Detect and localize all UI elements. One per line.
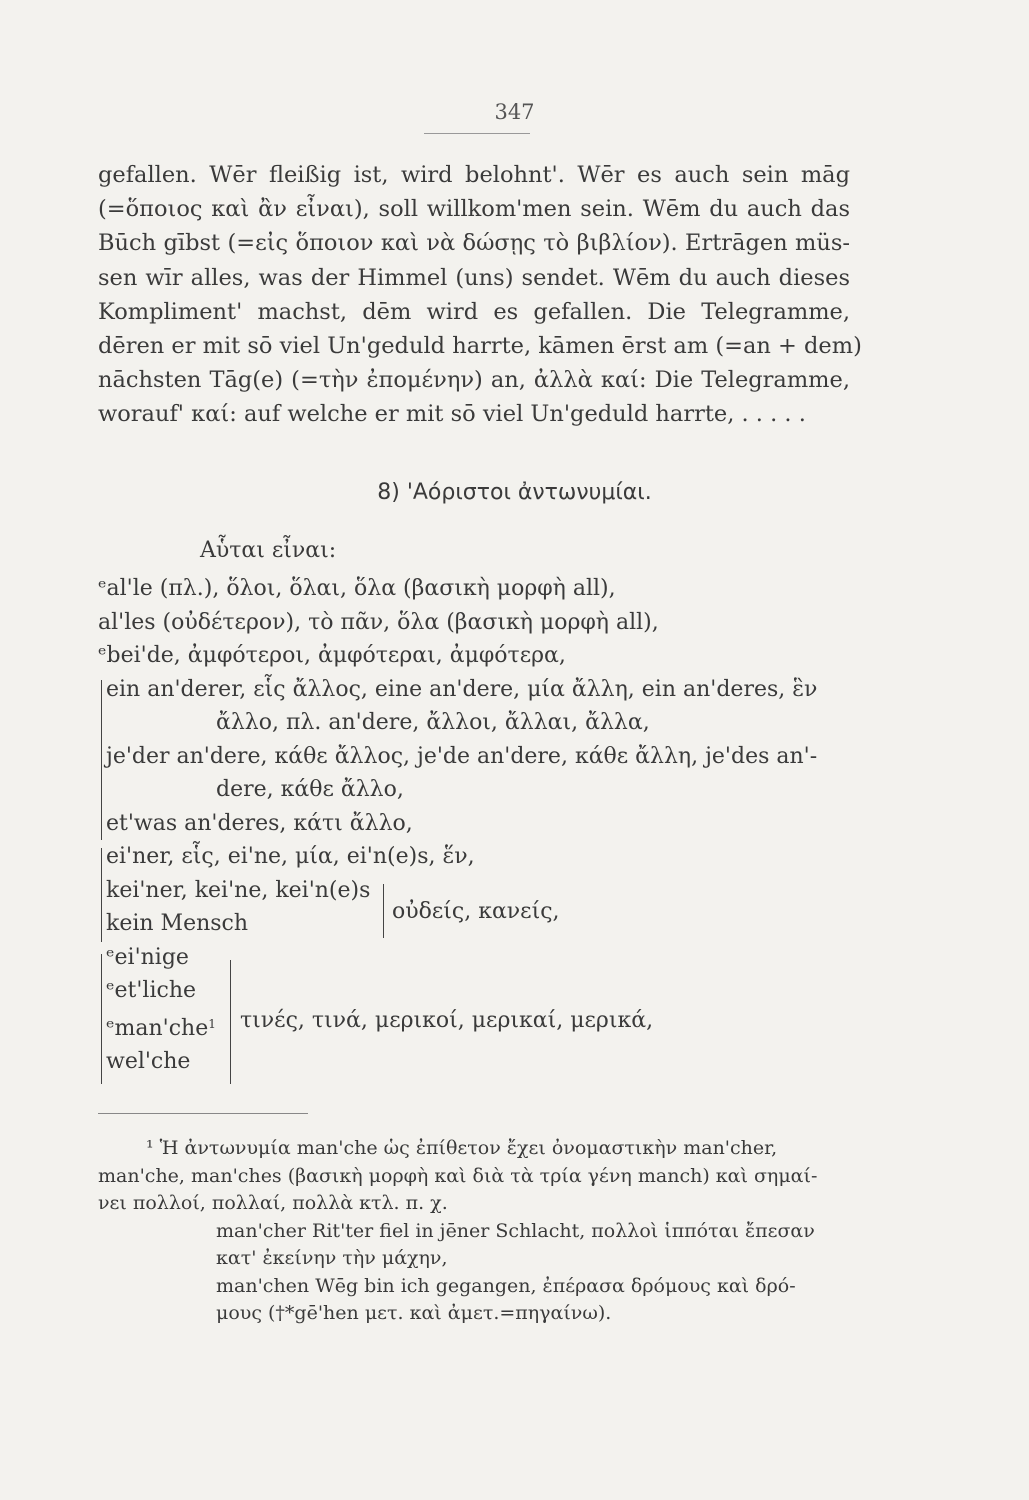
- list-line: ἄλλο, πλ. an'dere, ἄλλοι, ἄλλαι, ἄλλα,: [216, 710, 650, 735]
- keiner-right-bar: [383, 884, 384, 938]
- footnote-line: κατ' ἐκείνην τὴν μάχην,: [216, 1247, 448, 1269]
- paragraph-line: dēren er mit sō viel Un'geduld harrte, kāmen ērst am (=an + dem): [98, 333, 862, 360]
- group-bar-einige: [101, 954, 102, 1084]
- list-line: kei'ner, kei'ne, kei'n(e)s: [106, 877, 371, 903]
- paragraph-line: sen wīr alles, was der Himmel (uns) sendet. Wēm du auch dieses: [98, 264, 850, 291]
- section-heading: 8) 'Αόριστοι ἀντωνυμίαι.: [377, 480, 652, 505]
- paragraph-line: Kompliment' machst, dēm wird es gefallen. Die Telegramme,: [98, 298, 850, 325]
- list-line: ei'ner, εἷς, ei'ne, μία, ei'n(e)s, ἕν,: [106, 844, 475, 869]
- list-line: je'der an'dere, κάθε ἄλλος, je'de an'dere, κάθε ἄλλη, je'des an'-: [106, 743, 818, 769]
- list-line: [98, 974, 858, 1008]
- keiner-greek: οὐδείς, κανείς,: [392, 899, 560, 924]
- einige-word: ᵉet'liche: [106, 978, 197, 1003]
- header-rule: [424, 133, 530, 134]
- einige-word: ᵉman'che: [106, 1015, 209, 1041]
- footnote-marker: 1: [208, 1016, 216, 1031]
- footnote-rule: [98, 1113, 308, 1114]
- main-paragraph: [98, 158, 862, 432]
- list-line: dere, κάθε ἄλλο,: [216, 777, 404, 802]
- einige-word: ᵉei'nige: [106, 944, 189, 970]
- einige-right-bar: [230, 960, 231, 1084]
- page-number: 347: [494, 100, 535, 124]
- paragraph-line: Būch gībst (=εἰς ὅποιον καὶ νὰ δώσῃς τὸ βιβλίον). Ertrāgen müs-: [98, 230, 850, 257]
- einige-word: wel'che: [106, 1049, 191, 1074]
- footnote-line: ¹ Ἡ ἀντωνυμία man'che ὡς ἐπίθετον ἔχει ὀνομαστικὴν man'cher,: [146, 1137, 778, 1159]
- list-line: [98, 941, 858, 975]
- list-line: kein Mensch: [106, 911, 249, 936]
- footnote-line: νει πολλοί, πολλαί, πολλὰ κτλ. π. χ.: [98, 1192, 448, 1214]
- intro-text: Αὗται εἶναι:: [200, 538, 337, 563]
- group-bar-einer: [101, 848, 102, 942]
- list-line: al'les (οὐδέτερον), τὸ πᾶν, ὅλα (βασικὴ μορφὴ all),: [98, 609, 659, 635]
- footnote: [98, 1135, 850, 1328]
- group-bar-ein-anderer: [101, 680, 102, 840]
- einige-greek: τινές, τινά, μερικοί, μερικαί, μερικά,: [240, 1008, 654, 1033]
- pronoun-list: [98, 572, 858, 1079]
- footnote-line: μους (†*gē'hen μετ. καὶ ἀμετ.=πηγαίνω).: [216, 1302, 612, 1324]
- paragraph-line: (=ὅποιος καὶ ἂν εἶναι), soll willkom'men sein. Wēm du auch das: [98, 196, 850, 223]
- list-line: ᵉbei'de, ἀμφότεροι, ἀμφότεραι, ἀμφότερα,: [98, 643, 566, 668]
- list-line: [98, 1045, 858, 1079]
- paragraph-line: gefallen. Wēr fleißig ist, wird belohnt'. Wēr es auch sein māg: [98, 162, 850, 188]
- list-line: ein an'derer, εἷς ἄλλος, eine an'dere, μία ἄλλη, ein an'deres, ἓν: [106, 676, 818, 702]
- list-line: et'was an'deres, κάτι ἄλλο,: [106, 810, 413, 836]
- list-line: ᵉal'le (πλ.), ὅλοι, ὅλαι, ὅλα (βασικὴ μορφὴ all),: [98, 576, 616, 601]
- paragraph-line: nāchsten Tāg(e) (=τὴν ἐπομένην) an, ἀλλὰ καί: Die Telegramme,: [98, 367, 850, 394]
- footnote-line: man'che, man'ches (βασικὴ μορφὴ καὶ διὰ τὰ τρία γένη manch) καὶ σημαί-: [98, 1164, 818, 1187]
- footnote-line: man'chen Wēg bin ich gegangen, ἐπέρασα δρόμους καὶ δρό-: [216, 1274, 796, 1297]
- paragraph-line: worauf' καί: auf welche er mit sō viel Un'geduld harrte, . . . . .: [98, 401, 806, 428]
- footnote-line: man'cher Rit'ter fiel in jēner Schlacht, πολλοὶ ἱππόται ἔπεσαν: [216, 1219, 815, 1242]
